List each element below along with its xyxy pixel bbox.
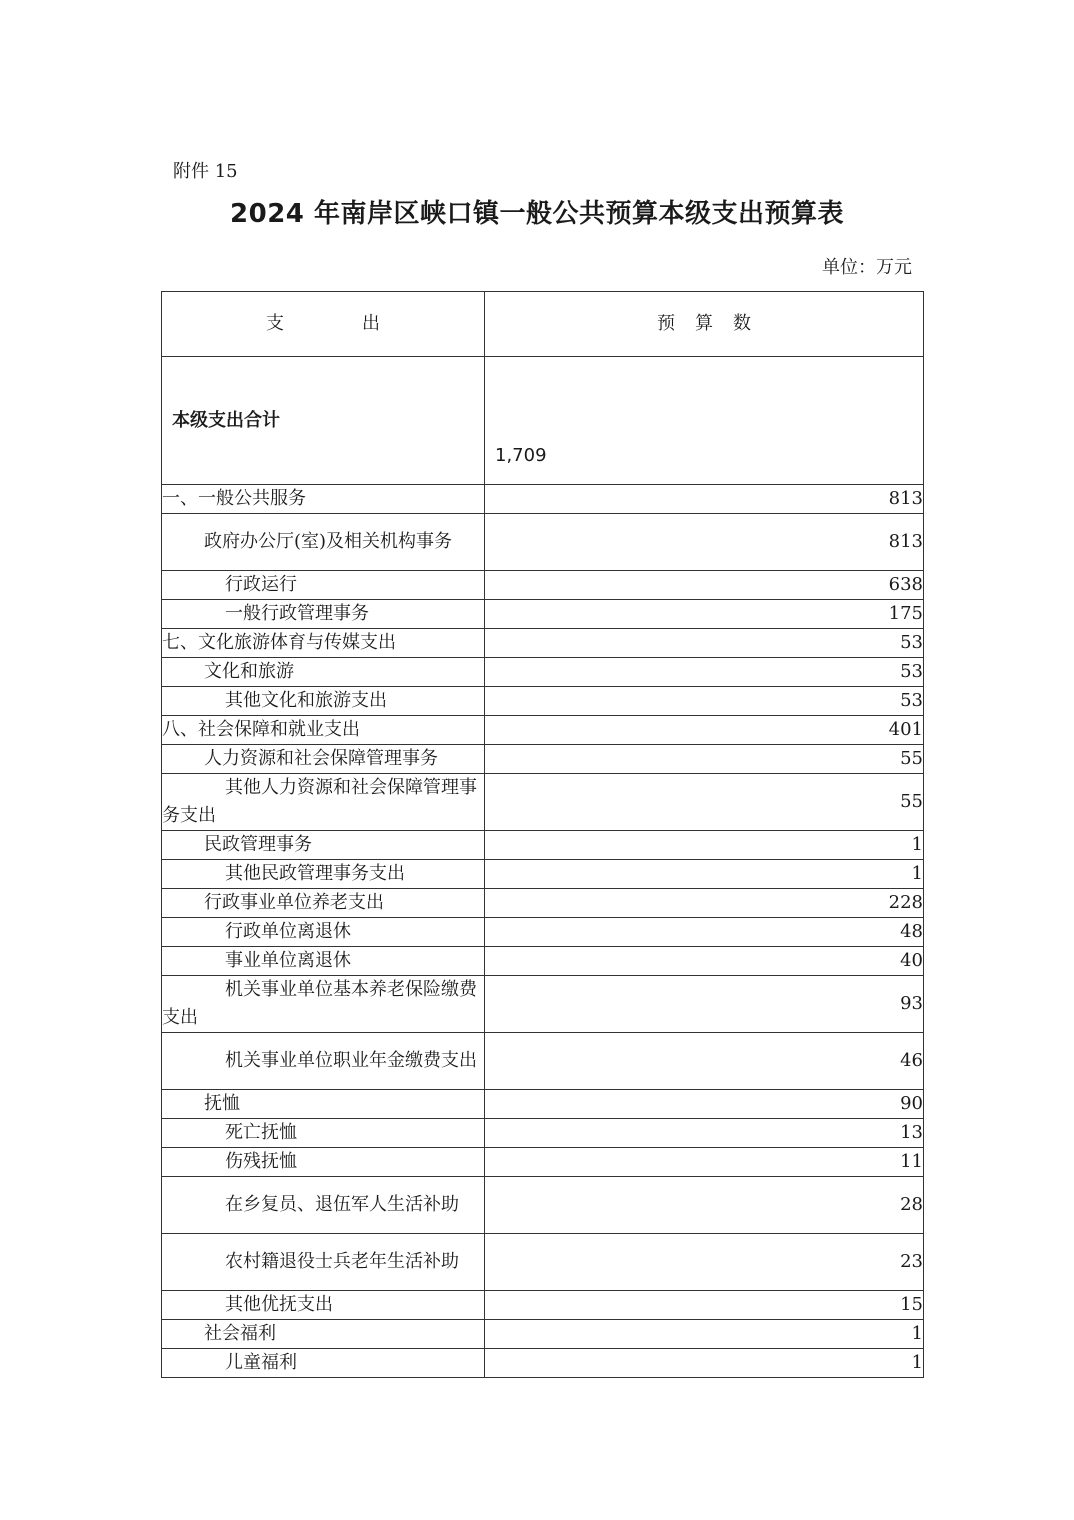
row-name: 其他优抚支出 — [162, 1291, 485, 1320]
row-value: 1 — [485, 1320, 924, 1349]
row-name: 文化和旅游 — [162, 658, 485, 687]
row-name: 其他文化和旅游支出 — [162, 687, 485, 716]
table-row — [162, 976, 924, 1033]
row-value: 23 — [485, 1234, 924, 1291]
row-value: 28 — [485, 1177, 924, 1234]
row-value: 55 — [485, 745, 924, 774]
row-value: 1 — [485, 860, 924, 889]
row-name: 机关事业单位基本养老保险缴费支出 — [162, 976, 485, 1033]
table-row — [162, 658, 924, 687]
row-value: 48 — [485, 918, 924, 947]
unit-label: 单位：万元 — [822, 257, 912, 278]
page-title: 2024 年南岸区峡口镇一般公共预算本级支出预算表 — [230, 199, 844, 229]
table-row — [162, 514, 924, 571]
row-value: 175 — [485, 600, 924, 629]
row-value: 93 — [485, 976, 924, 1033]
row-value: 53 — [485, 687, 924, 716]
row-value: 813 — [485, 485, 924, 514]
table-row — [162, 1234, 924, 1291]
table-row — [162, 485, 924, 514]
table-row — [162, 716, 924, 745]
table-row — [162, 1320, 924, 1349]
table-row — [162, 1177, 924, 1234]
row-name: 民政管理事务 — [162, 831, 485, 860]
table-row — [162, 889, 924, 918]
row-name: 机关事业单位职业年金缴费支出 — [162, 1033, 485, 1090]
row-value: 638 — [485, 571, 924, 600]
table-row — [162, 629, 924, 658]
row-value: 1 — [485, 1349, 924, 1378]
table-row — [162, 687, 924, 716]
row-value: 228 — [485, 889, 924, 918]
total-row — [162, 357, 924, 485]
table-row — [162, 1033, 924, 1090]
row-value: 813 — [485, 514, 924, 571]
total-label: 本级支出合计 — [162, 357, 485, 485]
row-value: 53 — [485, 658, 924, 687]
row-value: 55 — [485, 774, 924, 831]
row-name: 儿童福利 — [162, 1349, 485, 1378]
row-name: 其他民政管理事务支出 — [162, 860, 485, 889]
table-row — [162, 1119, 924, 1148]
column-header-expenditure: 支出 — [162, 292, 485, 357]
budget-table — [161, 291, 924, 1378]
row-name: 一般行政管理事务 — [162, 600, 485, 629]
row-value: 1 — [485, 831, 924, 860]
row-name: 行政单位离退休 — [162, 918, 485, 947]
row-value: 15 — [485, 1291, 924, 1320]
table-row — [162, 860, 924, 889]
row-name: 人力资源和社会保障管理事务 — [162, 745, 485, 774]
table-row — [162, 1349, 924, 1378]
row-value: 46 — [485, 1033, 924, 1090]
table-row — [162, 918, 924, 947]
row-name: 行政事业单位养老支出 — [162, 889, 485, 918]
row-value: 40 — [485, 947, 924, 976]
row-name: 行政运行 — [162, 571, 485, 600]
row-value: 13 — [485, 1119, 924, 1148]
row-name: 八、社会保障和就业支出 — [162, 716, 485, 745]
table-row — [162, 1148, 924, 1177]
table-row — [162, 1090, 924, 1119]
table-row — [162, 947, 924, 976]
row-value: 11 — [485, 1148, 924, 1177]
row-name: 一、一般公共服务 — [162, 485, 485, 514]
table-row — [162, 600, 924, 629]
row-name: 七、文化旅游体育与传媒支出 — [162, 629, 485, 658]
row-value: 90 — [485, 1090, 924, 1119]
column-header-budget: 预算数 — [485, 292, 924, 357]
row-name: 社会福利 — [162, 1320, 485, 1349]
table-row — [162, 745, 924, 774]
row-name: 事业单位离退休 — [162, 947, 485, 976]
row-name: 其他人力资源和社会保障管理事务支出 — [162, 774, 485, 831]
table-row — [162, 1291, 924, 1320]
row-name: 死亡抚恤 — [162, 1119, 485, 1148]
row-value: 401 — [485, 716, 924, 745]
table-row — [162, 831, 924, 860]
row-name: 农村籍退役士兵老年生活补助 — [162, 1234, 485, 1291]
row-name: 政府办公厅(室)及相关机构事务 — [162, 514, 485, 571]
attachment-label: 附件 15 — [173, 161, 238, 182]
row-name: 抚恤 — [162, 1090, 485, 1119]
table-row — [162, 571, 924, 600]
row-value: 53 — [485, 629, 924, 658]
table-row — [162, 774, 924, 831]
total-value: 1,709 — [485, 357, 924, 485]
row-name: 在乡复员、退伍军人生活补助 — [162, 1177, 485, 1234]
table-header-row — [162, 292, 924, 357]
row-name: 伤残抚恤 — [162, 1148, 485, 1177]
